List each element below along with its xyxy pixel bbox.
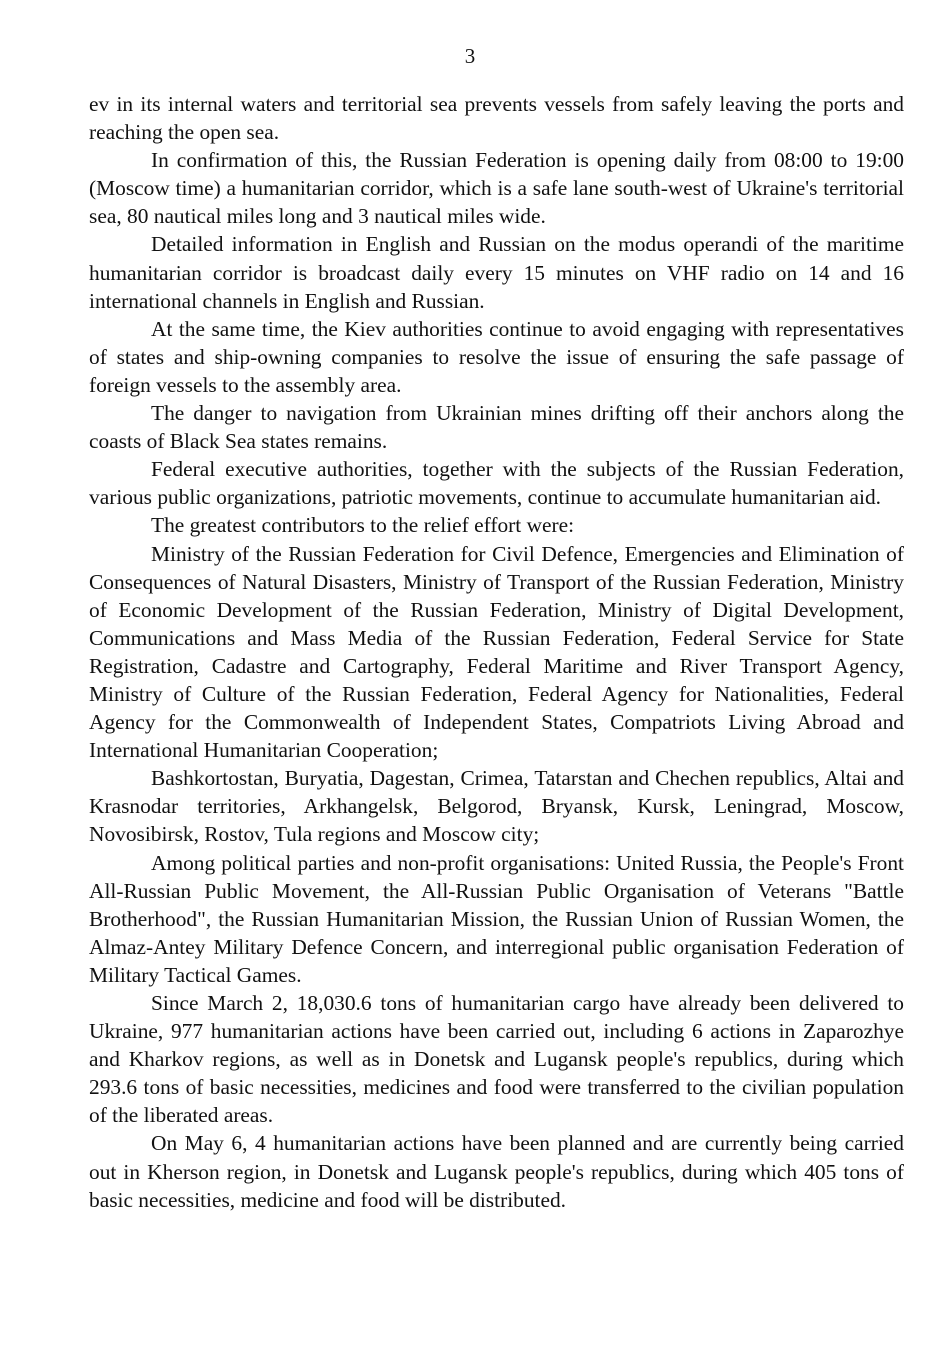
paragraph-mines-danger: The danger to navigation from Ukrainian mines drifting off their anchors along the coasts of Black Sea states remains. bbox=[89, 401, 904, 454]
paragraph-vhf-broadcast: Detailed information in English and Russian on the modus operandi of the maritime humanitarian corridor is broadcast daily every 15 minutes on VHF radio on 14 and 16 international channels in English and Russian. bbox=[89, 232, 904, 313]
paragraph-kiev-authorities: At the same time, the Kiev authorities continue to avoid engaging with representatives of states and ship-owning companies to resolve the issue of ensuring the safe passage of foreign vessels to the assembly area. bbox=[89, 316, 904, 397]
paragraph-humanitarian-corridor: In confirmation of this, the Russian Federation is opening daily from 08:00 to 19:00 (Moscow time) a humanitarian corridor, which is a safe lane south-west of Ukraine's territorial sea, 80 nautical miles long and 3 nautical miles wide. bbox=[89, 148, 904, 229]
paragraph-continuation: ev in its internal waters and territorial sea prevents vessels from safely leaving the ports and reaching the open sea. bbox=[89, 92, 904, 145]
paragraph-federal-authorities: Federal executive authorities, together with the subjects of the Russian Federation, various public organizations, patriotic movements, continue to accumulate humanitarian aid. bbox=[89, 457, 904, 510]
paragraph-regions: Bashkortostan, Buryatia, Dagestan, Crimea, Tatarstan and Chechen republics, Altai and Krasnodar territories, Arkhangelsk, Belgorod, Bryansk, Kursk, Leningrad, Moscow, Novosibirsk, Rostov, Tula regions and Moscow city; bbox=[89, 766, 904, 847]
paragraph-organisations: Among political parties and non-profit organisations: United Russia, the People's Front All-Russian Public Movement, the All-Russian Public Organisation of Veterans "Battle Brotherhood", the Russian Humanitarian Mission, the Russian Union of Russian Women, the Almaz-Antey Military Defence Concern, and interregional public organisation Federation of Military Tactical Games. bbox=[89, 850, 904, 987]
paragraph-contributors-intro: The greatest contributors to the relief effort were: bbox=[151, 513, 575, 538]
paragraph-planned-actions: On May 6, 4 humanitarian actions have been planned and are currently being carried out in Kherson region, in Donetsk and Lugansk people's republics, during which 405 tons of basic necessities, medicine and food will be distributed. bbox=[89, 1131, 904, 1212]
paragraph-cargo-statistics: Since March 2, 18,030.6 tons of humanitarian cargo have already been delivered to Ukraine, 977 humanitarian actions have been carried out, including 6 actions in Zaparozhye and Kharkov regions, as well as in Donetsk and Lugansk people's republics, during which 293.6 tons of basic necessities, medicines and food were transferred to the civilian population of the liberated areas. bbox=[89, 991, 904, 1128]
document-body bbox=[89, 90, 904, 1214]
paragraph-ministries: Ministry of the Russian Federation for Civil Defence, Emergencies and Elimination of Consequences of Natural Disasters, Ministry of Transport of the Russian Federation, Ministry of Economic Development of the Russian Federation, Ministry of Digital Development, Communications and Mass Media of the Russian Federation, Federal Service for State Registration, Cadastre and Cartography, Federal Maritime and River Transport Agency, Ministry of Culture of the Russian Federation, Federal Agency for Nationalities, Federal Agency for the Commonwealth of Independent States, Compatriots Living Abroad and International Humanitarian Cooperation; bbox=[89, 541, 904, 763]
page-number: 3 bbox=[464, 44, 476, 68]
